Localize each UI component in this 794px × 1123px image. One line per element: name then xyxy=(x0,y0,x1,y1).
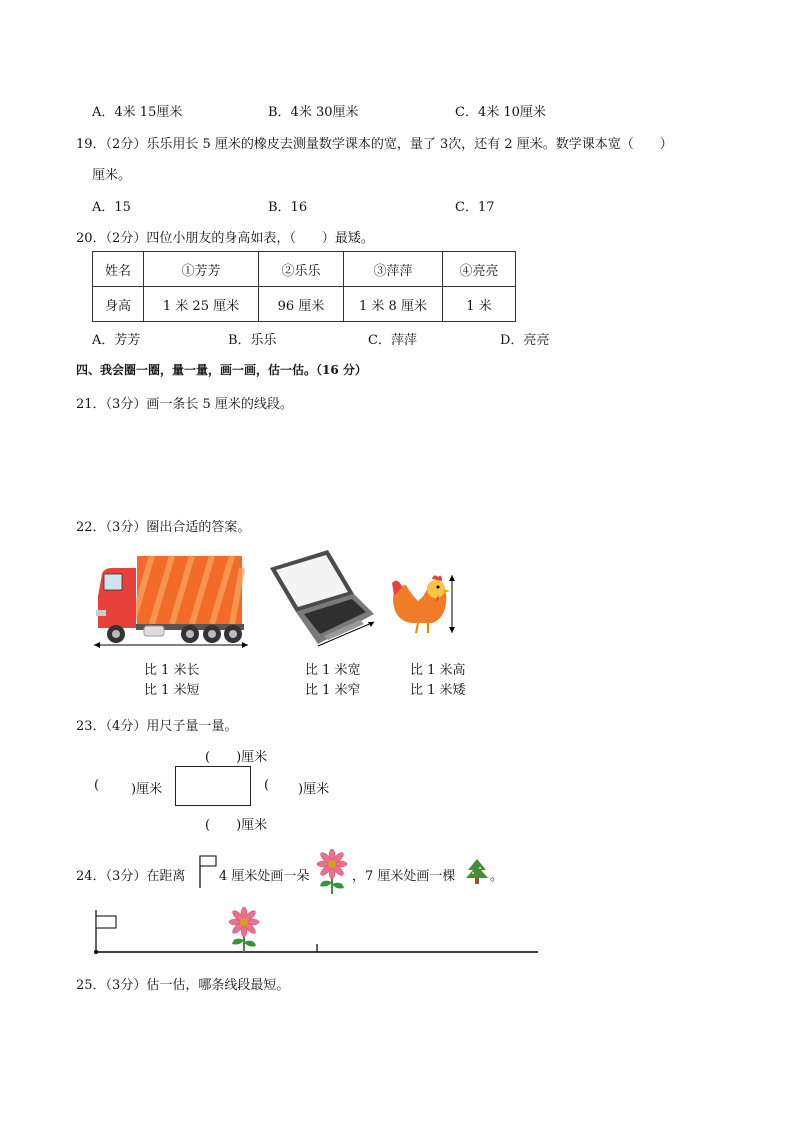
table-cell: ②乐乐 xyxy=(259,252,344,287)
table-row xyxy=(93,287,516,322)
table-row xyxy=(93,252,516,287)
right-length-blank[interactable]: )厘米 xyxy=(298,782,330,797)
left-length-blank[interactable]: )厘米 xyxy=(131,782,163,797)
table-cell: 1 米 25 厘米 xyxy=(144,287,259,322)
rooster-choice-shorter[interactable]: 比 1 米矮 xyxy=(410,683,466,698)
option-b: B．乐乐 xyxy=(228,333,277,348)
question-19-stem: 19．（2分）乐乐用长 5 厘米的橡皮去测量数学课本的宽，量了 3次，还有 2 厘米。数学课本宽（ ） xyxy=(76,137,673,152)
truck-choice-longer[interactable]: 比 1 米长 xyxy=(144,663,200,678)
table-cell: 身高 xyxy=(93,287,144,322)
table-cell: ④亮亮 xyxy=(443,252,516,287)
question-23-stem: 23．（4分）用尺子量一量。 xyxy=(76,719,238,734)
section-title: 四、我会圈一圈，量一量，画一画，估一估。（16 分） xyxy=(76,363,367,377)
option-c: C．萍萍 xyxy=(368,333,417,348)
question-20-stem: 20．（2分）四位小朋友的身高如表，（ ）最矮。 xyxy=(76,231,374,246)
number-line-drawing xyxy=(90,906,542,956)
table-cell: 96 厘米 xyxy=(259,287,344,322)
option-a: A．15 xyxy=(92,200,131,215)
rooster-picture xyxy=(388,573,464,637)
laptop-choice-wider[interactable]: 比 1 米宽 xyxy=(305,663,361,678)
flower-icon xyxy=(314,848,350,894)
table-cell: 1 米 8 厘米 xyxy=(344,287,443,322)
option-a: A．芳芳 xyxy=(92,333,141,348)
height-table xyxy=(92,251,516,322)
laptop-choice-narrower[interactable]: 比 1 米窄 xyxy=(305,683,361,698)
question-25-stem: 25．（3分）估一估，哪条线段最短。 xyxy=(76,978,290,993)
option-c: C．4米 10厘米 xyxy=(455,105,546,120)
question-24-part2: 4 厘米处画一朵 xyxy=(219,869,310,884)
table-cell: ①芳芳 xyxy=(144,252,259,287)
truck-choice-shorter[interactable]: 比 1 米短 xyxy=(144,683,200,698)
laptop-picture xyxy=(268,548,378,648)
question-24-part3: ，7 厘米处画一棵 xyxy=(352,869,456,884)
option-b: B．4米 30厘米 xyxy=(268,105,359,120)
rooster-choice-taller[interactable]: 比 1 米高 xyxy=(410,663,466,678)
rectangle-shape xyxy=(175,766,251,806)
question-21-stem: 21．（3分）画一条长 5 厘米的线段。 xyxy=(76,397,293,412)
tree-icon xyxy=(464,858,490,886)
truck-picture xyxy=(92,548,252,648)
table-cell: 姓名 xyxy=(93,252,144,287)
question-24-part1: 24．（3分）在距离 xyxy=(76,869,186,884)
question-22-stem: 22．（3分）圈出合适的答案。 xyxy=(76,520,251,535)
flag-icon xyxy=(198,854,218,888)
top-length-blank[interactable]: ( )厘米 xyxy=(205,750,268,765)
option-c: C．17 xyxy=(455,200,495,215)
right-paren: ( xyxy=(264,778,270,793)
option-d: D．亮亮 xyxy=(500,333,550,348)
left-paren: ( xyxy=(94,778,100,793)
table-cell: 1 米 xyxy=(443,287,516,322)
question-24-part4: 。 xyxy=(490,869,504,884)
bottom-length-blank[interactable]: ( )厘米 xyxy=(205,818,268,833)
option-a: A．4米 15厘米 xyxy=(92,105,183,120)
question-19-stem-cont: 厘米。 xyxy=(92,168,132,183)
table-cell: ③萍萍 xyxy=(344,252,443,287)
option-b: B．16 xyxy=(268,200,308,215)
